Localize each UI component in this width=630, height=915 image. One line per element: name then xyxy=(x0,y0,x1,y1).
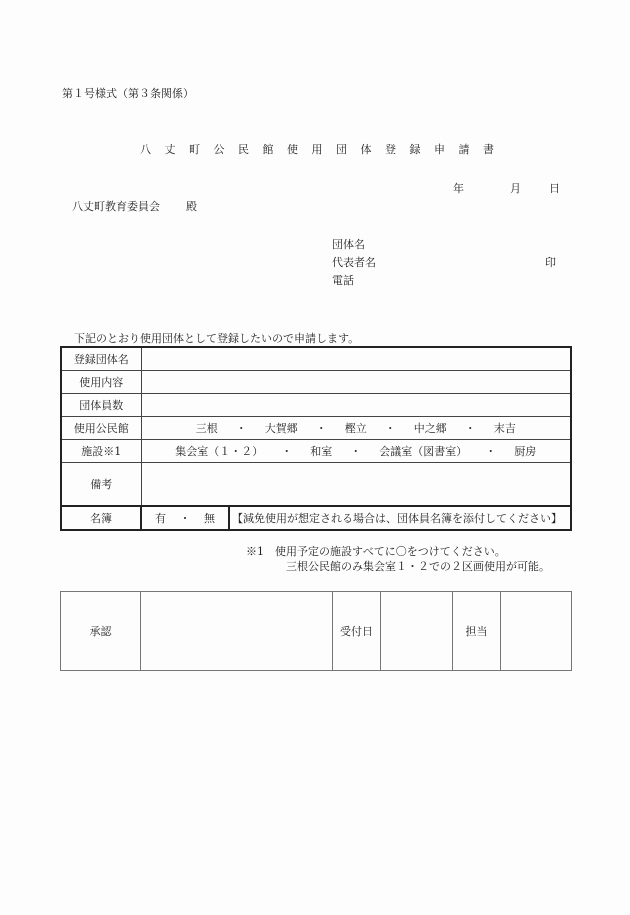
row-label-group-name: 登録団体名 xyxy=(61,347,141,371)
row-label-name-list: 名簿 xyxy=(61,506,141,530)
representative-label: 代表者名 xyxy=(332,256,376,269)
registration-form-table xyxy=(60,346,572,531)
staff-field[interactable] xyxy=(501,592,572,671)
row-label-facility: 施設※1 xyxy=(61,440,141,463)
approval-field[interactable] xyxy=(141,592,333,671)
hall-option-sueyoshi[interactable]: 末吉 xyxy=(493,422,516,435)
name-list-option-no[interactable]: 無 xyxy=(204,512,215,525)
usage-content-field[interactable] xyxy=(141,371,571,394)
table-row xyxy=(61,371,571,394)
hall-option-kashitate[interactable]: 樫立 xyxy=(344,422,367,435)
office-use-table xyxy=(60,591,572,671)
hall-option-nakanogo[interactable]: 中之郷 xyxy=(413,422,447,435)
phone-label: 電話 xyxy=(332,274,354,287)
table-row xyxy=(61,417,571,440)
table-row xyxy=(61,440,571,463)
seal-mark: 印 xyxy=(545,256,556,269)
intro-text: 下記のとおり使用団体として登録したいので申請します。 xyxy=(74,332,360,345)
form-number: 第１号様式（第３条関係） xyxy=(62,87,194,100)
hall-option-mitsune[interactable]: 三根 xyxy=(195,422,218,435)
name-list-option-yes[interactable]: 有 xyxy=(155,512,166,525)
facility-option-japanese-room[interactable]: 和室 xyxy=(310,445,333,458)
hall-option-okago[interactable]: 大賀郷 xyxy=(264,422,298,435)
facility-option-conference-room[interactable]: 会議室（図書室） xyxy=(379,445,468,458)
date-day-label: 日 xyxy=(549,182,560,195)
received-date-field[interactable] xyxy=(381,592,453,671)
member-count-field[interactable] xyxy=(141,394,571,417)
date-month-label: 月 xyxy=(510,182,521,195)
row-label-hall: 使用公民館 xyxy=(61,417,141,440)
name-list-note: 【減免使用が想定される場合は、団体員名簿を添付してください】 xyxy=(229,506,571,530)
facility-options: 集会室（１・２） ・ 和室 ・ 会議室（図書室） ・ 厨房 xyxy=(141,440,571,463)
hall-options: 三根 ・ 大賀郷 ・ 樫立 ・ 中之郷 ・ 末吉 xyxy=(141,417,571,440)
addressee-honorific: 殿 xyxy=(186,200,197,213)
staff-label: 担当 xyxy=(453,592,501,671)
table-row xyxy=(61,506,571,530)
table-row xyxy=(61,347,571,371)
date-year-label: 年 xyxy=(453,182,464,195)
name-list-options: 有 ・ 無 xyxy=(141,506,229,530)
remarks-field[interactable] xyxy=(141,463,571,507)
document-title: 八丈町公民館使用団体登録申請書 xyxy=(140,143,508,156)
footnote-1: ※1 使用予定の施設すべてに〇をつけてください。 xyxy=(246,545,506,558)
applicant-block xyxy=(332,236,376,290)
addressee xyxy=(72,198,197,214)
addressee-name: 八丈町教育委員会 xyxy=(72,200,160,213)
group-name-label: 団体名 xyxy=(332,238,365,251)
facility-option-kitchen[interactable]: 厨房 xyxy=(514,445,537,458)
facility-option-meeting-hall[interactable]: 集会室（１・２） xyxy=(175,445,264,458)
received-date-label: 受付日 xyxy=(333,592,381,671)
row-label-usage: 使用内容 xyxy=(61,371,141,394)
table-row xyxy=(61,463,571,507)
footnote-2: 三根公民館のみ集会室１・２での２区画使用が可能。 xyxy=(286,560,550,573)
approval-label: 承認 xyxy=(61,592,141,671)
table-row xyxy=(61,394,571,417)
row-label-members: 団体員数 xyxy=(61,394,141,417)
registered-group-name-field[interactable] xyxy=(141,347,571,371)
row-label-remarks: 備考 xyxy=(61,463,141,507)
table-row xyxy=(61,592,572,671)
